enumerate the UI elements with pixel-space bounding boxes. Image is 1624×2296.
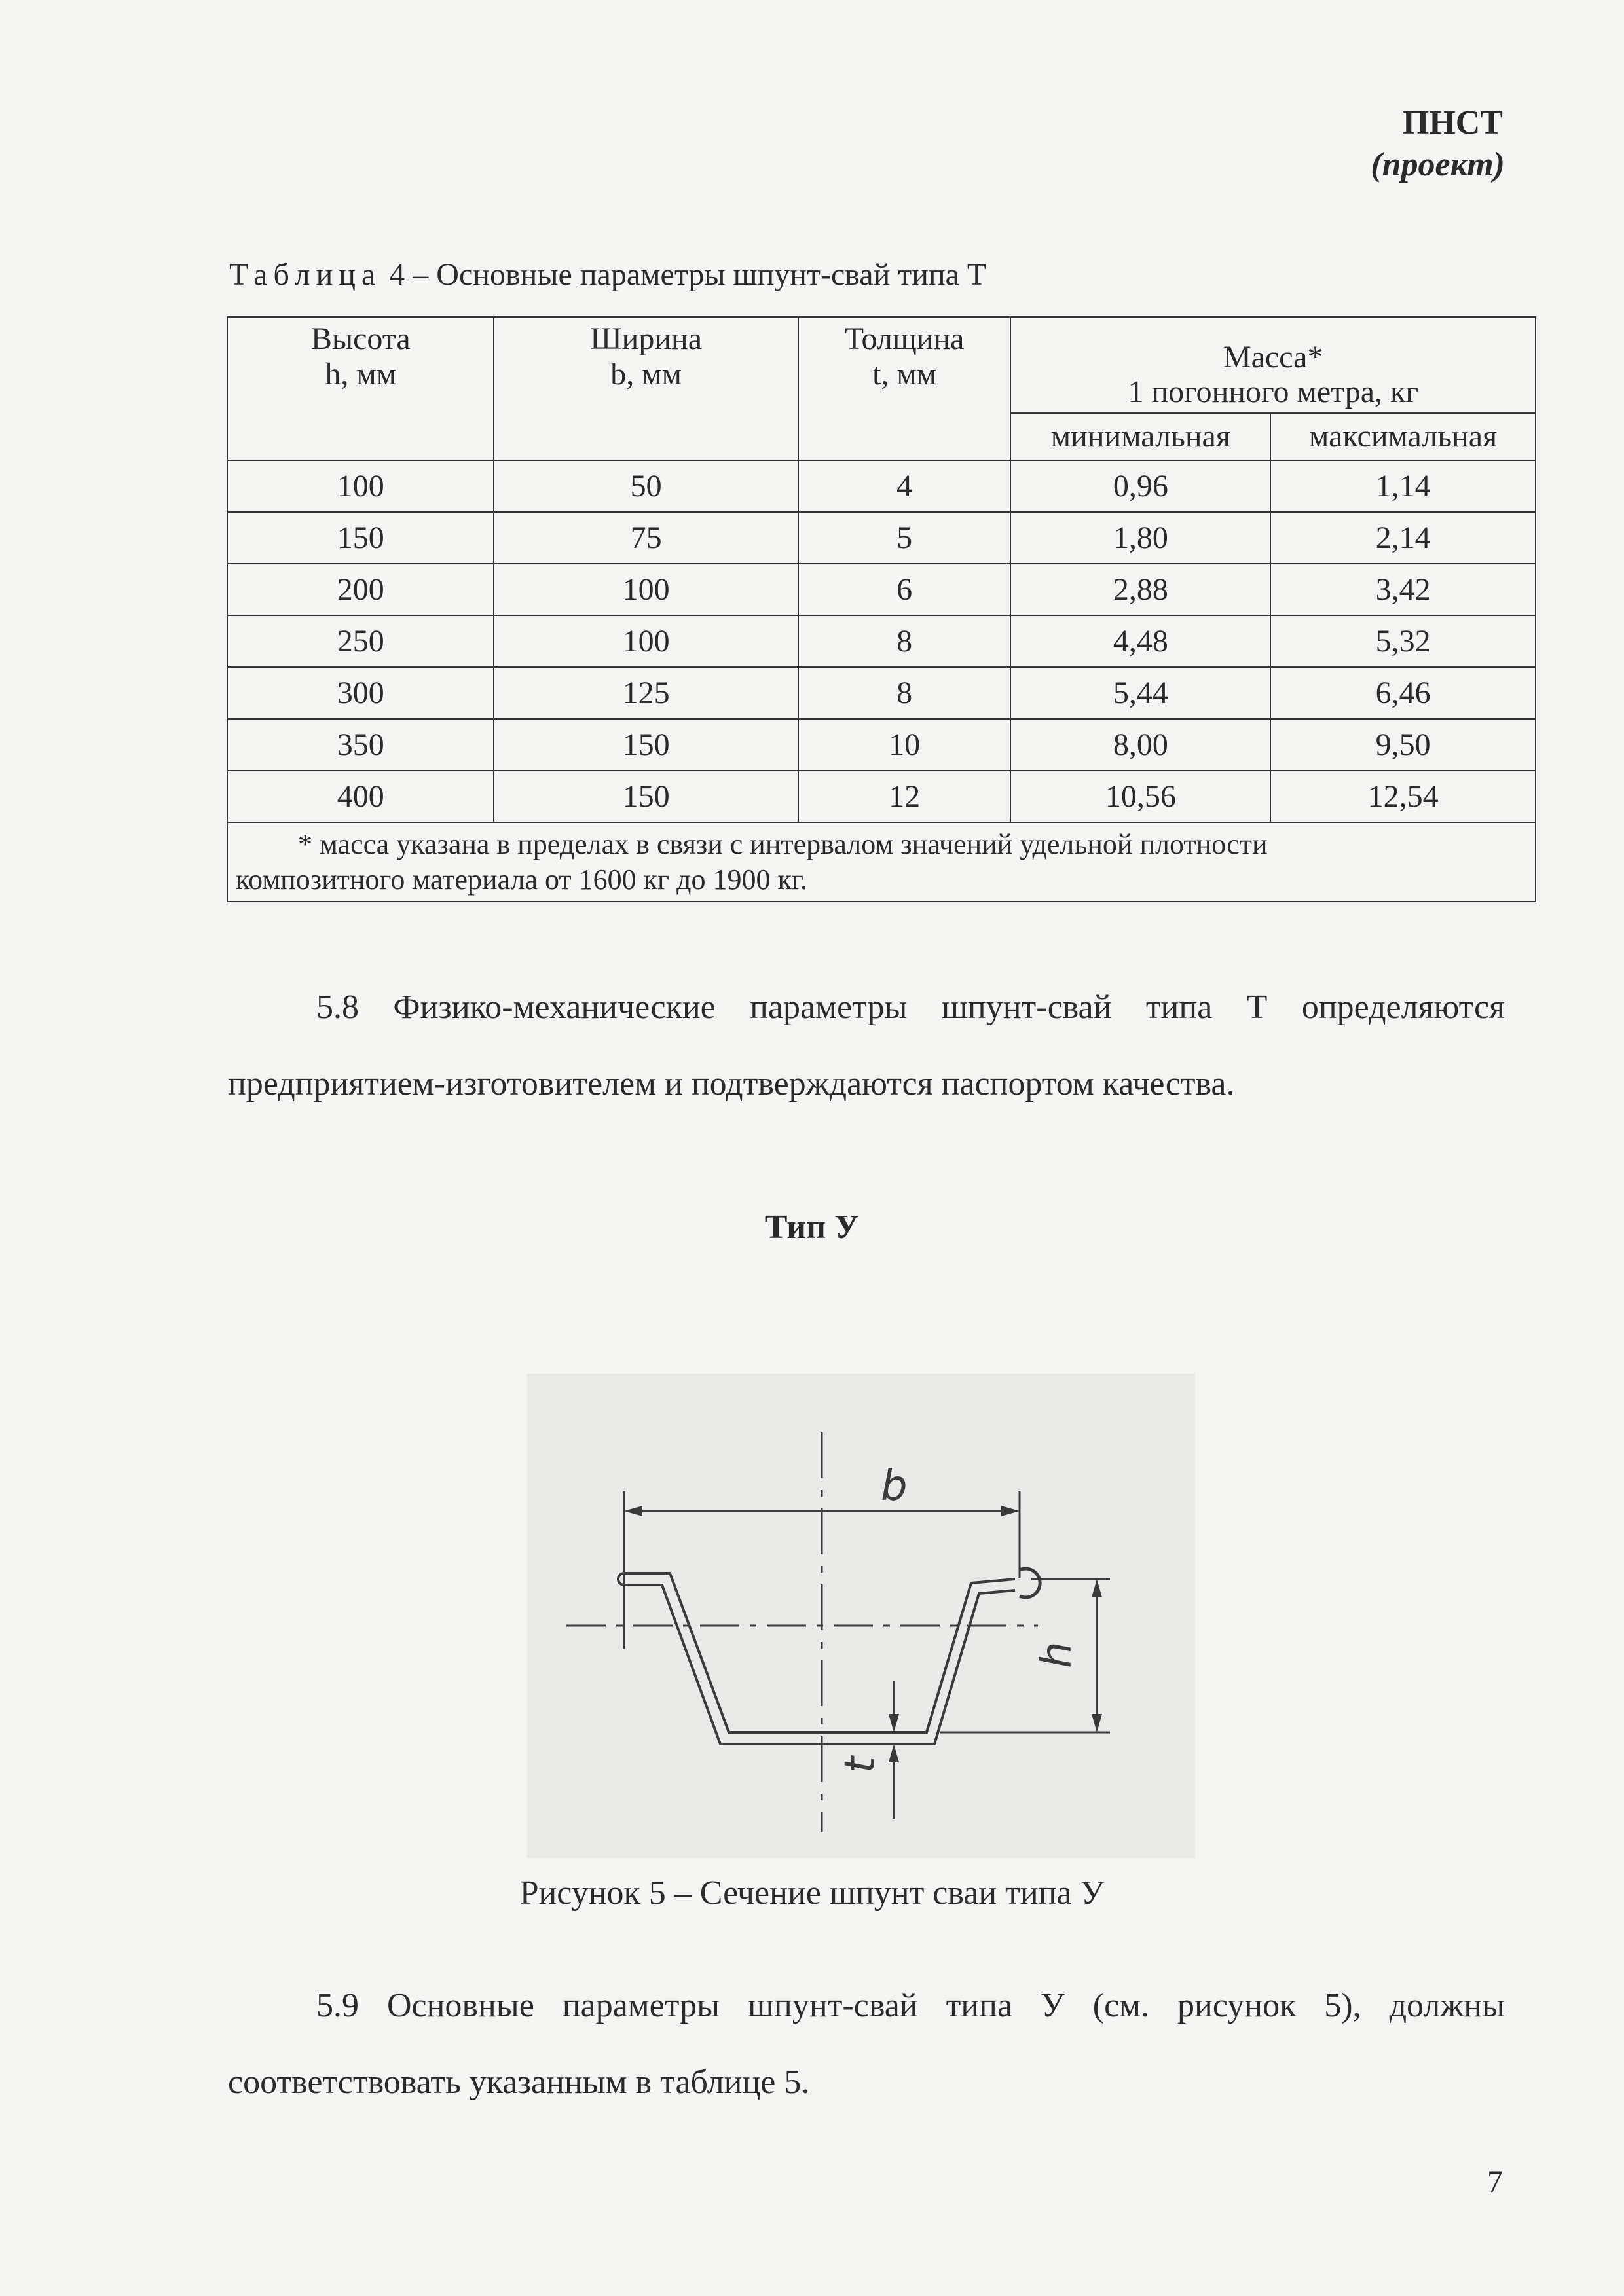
footnote-line-2: композитного материала от 1600 кг до 1900 кг. bbox=[236, 863, 807, 896]
section-title: Тип У bbox=[764, 1209, 860, 1246]
cell-height: 400 bbox=[227, 771, 494, 822]
parameters-table bbox=[227, 316, 1536, 902]
cell-mass-min: 8,00 bbox=[1010, 719, 1270, 771]
cell-height: 200 bbox=[227, 564, 494, 615]
cell-mass-min: 4,48 bbox=[1010, 615, 1270, 667]
table-footnote bbox=[227, 822, 1536, 902]
table-caption bbox=[229, 257, 986, 293]
figure-caption: Рисунок 5 – Сечение шпунт сваи типа У bbox=[519, 1874, 1105, 1912]
table-row bbox=[227, 615, 1536, 667]
cell-mass-min: 5,44 bbox=[1010, 667, 1270, 719]
arrow-head bbox=[889, 1714, 899, 1732]
col-header-width: Ширина b, мм bbox=[494, 317, 798, 460]
cell-mass-min: 10,56 bbox=[1010, 771, 1270, 822]
cell-mass-min: 2,88 bbox=[1010, 564, 1270, 615]
arrow-head bbox=[889, 1744, 899, 1762]
cell-mass-max: 9,50 bbox=[1270, 719, 1536, 771]
cell-mass-max: 2,14 bbox=[1270, 512, 1536, 564]
cell-width: 50 bbox=[494, 460, 798, 512]
col-header-mass-max: максимальная bbox=[1270, 413, 1536, 460]
cell-thickness: 8 bbox=[798, 615, 1011, 667]
paragraph-5-8: 5.8 Физико-механические параметры шпунт-свай типа Т определяются предприятием-изготовителем и подтверждаются паспортом качества. bbox=[228, 989, 1505, 1102]
cell-mass-max: 1,14 bbox=[1270, 460, 1536, 512]
cell-thickness: 12 bbox=[798, 771, 1011, 822]
document-code: ПНСТ bbox=[1402, 104, 1503, 141]
cell-width: 125 bbox=[494, 667, 798, 719]
cell-mass-max: 3,42 bbox=[1270, 564, 1536, 615]
cell-thickness: 5 bbox=[798, 512, 1011, 564]
table-caption-label: Таблица bbox=[229, 257, 382, 292]
table-row bbox=[227, 460, 1536, 512]
right-lock bbox=[1020, 1569, 1040, 1597]
page-number: 7 bbox=[1487, 2164, 1503, 2199]
cell-mass-max: 12,54 bbox=[1270, 771, 1536, 822]
cell-height: 100 bbox=[227, 460, 494, 512]
label-b: b bbox=[881, 1462, 908, 1510]
cell-width: 150 bbox=[494, 719, 798, 771]
cell-height: 350 bbox=[227, 719, 494, 771]
table-row bbox=[227, 719, 1536, 771]
table-row bbox=[227, 667, 1536, 719]
cell-height: 250 bbox=[227, 615, 494, 667]
cell-mass-max: 6,46 bbox=[1270, 667, 1536, 719]
arrow-head bbox=[624, 1506, 642, 1516]
col-header-mass-min: минимальная bbox=[1010, 413, 1270, 460]
cell-width: 100 bbox=[494, 615, 798, 667]
table-row bbox=[227, 564, 1536, 615]
document-status: (проект) bbox=[1371, 146, 1505, 183]
table-row bbox=[227, 512, 1536, 564]
cell-width: 150 bbox=[494, 771, 798, 822]
cell-height: 150 bbox=[227, 512, 494, 564]
cell-thickness: 6 bbox=[798, 564, 1011, 615]
cell-thickness: 10 bbox=[798, 719, 1011, 771]
cell-mass-min: 1,80 bbox=[1010, 512, 1270, 564]
cell-mass-max: 5,32 bbox=[1270, 615, 1536, 667]
col-header-thickness: Толщина t, мм bbox=[798, 317, 1011, 460]
figure-5 bbox=[527, 1374, 1195, 1858]
section-drawing bbox=[527, 1374, 1195, 1858]
paragraph-5-9: 5.9 Основные параметры шпунт-свай типа У (см. рисунок 5), должны соответствовать указанным в таблице 5. bbox=[228, 1987, 1505, 2101]
col-header-height: Высота h, мм bbox=[227, 317, 494, 460]
label-h: h bbox=[1033, 1641, 1081, 1668]
footnote-line-1: * масса указана в пределах в связи с интервалом значений удельной плотности bbox=[298, 828, 1268, 860]
col-header-mass: Масса* 1 погонного метра, кг bbox=[1010, 317, 1536, 413]
cell-thickness: 4 bbox=[798, 460, 1011, 512]
arrow-head bbox=[1001, 1506, 1020, 1516]
arrow-head bbox=[1092, 1579, 1102, 1597]
table-row bbox=[227, 771, 1536, 822]
profile-outer bbox=[624, 1573, 1015, 1732]
cell-thickness: 8 bbox=[798, 667, 1011, 719]
cell-height: 300 bbox=[227, 667, 494, 719]
arrow-head bbox=[1092, 1714, 1102, 1732]
cell-width: 75 bbox=[494, 512, 798, 564]
cell-width: 100 bbox=[494, 564, 798, 615]
table-caption-text: 4 – Основные параметры шпунт-свай типа Т bbox=[381, 257, 987, 292]
label-t: t bbox=[836, 1756, 885, 1773]
cell-mass-min: 0,96 bbox=[1010, 460, 1270, 512]
